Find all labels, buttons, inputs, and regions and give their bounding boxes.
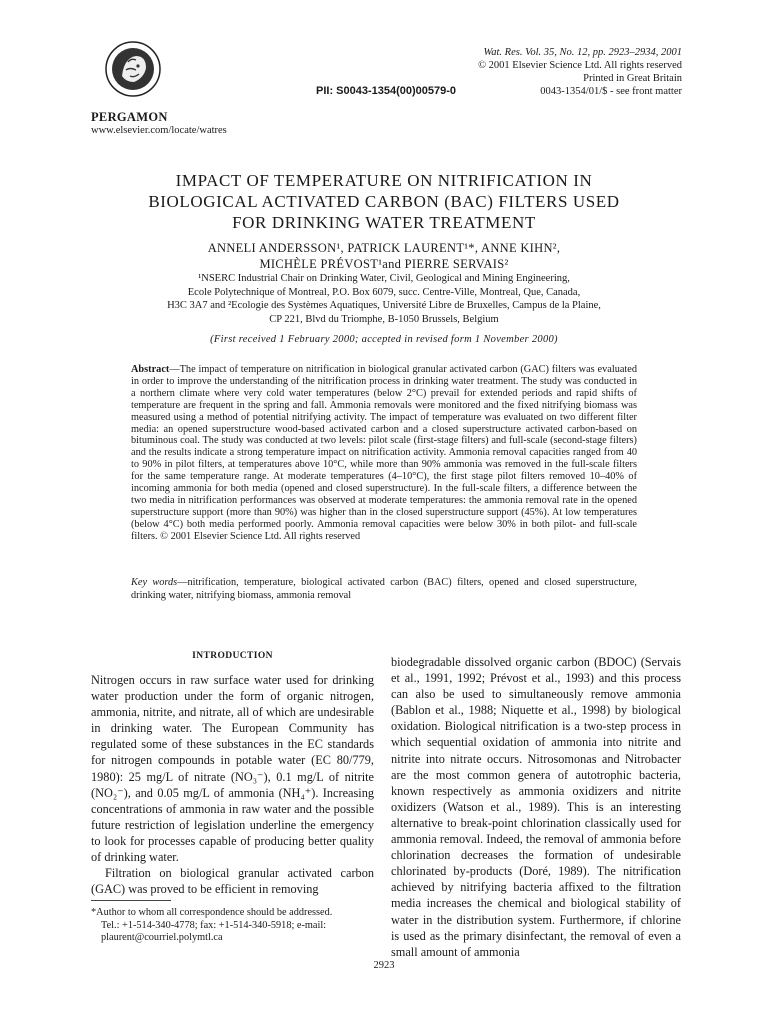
pii: PII: S0043-1354(00)00579-0 [316,85,457,97]
issn-line: 0043-1354/01/$ - see front matter [540,86,682,97]
keywords-text: —nitrification, temperature, biological activated carbon (BAC) filters, opened and closed superstructure, drinking water, nitrifying biomass, ammonia removal [131,577,637,601]
footnote-line: plaurent@courriel.polymtl.ca [101,932,223,944]
paper-title [80,170,688,233]
publisher-name: PERGAMON [91,110,168,124]
footnote-line: *Author to whom all correspondence should be addressed. [91,907,333,918]
abstract-label: Abstract [131,364,170,375]
journal-meta [422,46,682,98]
authors [80,240,688,272]
affiliation-line: Ecole Polytechnique of Montreal, P.O. Box 6079, succ. Centre-Ville, Montreal, Que, Canada, [187,286,581,298]
body-column-right [391,654,681,960]
affiliations [100,272,668,326]
paragraph: biodegradable dissolved organic carbon (BDOC) (Servais et al., 1991, 1992; Prévost et al., 1993) and this process can also be used to simultaneously remove ammonia (Bablon et al., 1988; Niquette et al., 1998) by biological oxidation. Biological nitrification is a two-step process in which sequential oxidation of ammonia into nitrite and nitrite into nitrate occurs. Nitrosomonas and Nitrobacter are the most common genera of autotrophic bacteria, known respectively as ammonia oxidizers and nitrite oxidizers (Watson et al., 1989). This is an interesting alternative to break-point chlorination classically used for ammonia removal. Indeed, the removal of ammonia before chlorination decreases the formation of undesirable chlorinated by-products (Doré, 1989). The nitrification achieved by nitrifying bacteria affixed to the filtration media increases the chemical and biological stability of water in the distribution system. Furthermore, if chlorine is used as the primary disinfectant, the removal of even a small amount of ammonia [391,655,681,959]
section-heading: INTRODUCTION [192,651,273,661]
publisher-logo [104,40,162,98]
footnote [91,907,376,945]
authors-line: ANNELI ANDERSSON¹, PATRICK LAURENT¹*, ANNE KIHN², [207,241,561,255]
journal-line: Wat. Res. Vol. 35, No. 12, pp. 2923–2934, 2001 [483,47,682,58]
page-number: 2923 [373,960,395,971]
publisher-website[interactable]: www.elsevier.com/locate/watres [91,125,227,136]
printed-line: Printed in Great Britain [583,73,682,84]
footnote-line: Tel.: +1-514-340-4778; fax: +1-514-340-5918; e-mail: [101,919,327,931]
title-line: BIOLOGICAL ACTIVATED CARBON (BAC) FILTERS USED [148,192,620,211]
title-line: IMPACT OF TEMPERATURE ON NITRIFICATION IN [175,171,593,190]
authors-line: MICHÈLE PRÉVOST¹and PIERRE SERVAIS² [259,257,509,271]
keywords [131,577,637,602]
affiliation-line: ¹NSERC Industrial Chair on Drinking Water, Civil, Geological and Mining Engineering, [198,273,570,284]
affiliation-line: CP 221, Blvd du Triomphe, B-1050 Brussels, Belgium [269,313,499,325]
paragraph: Nitrogen occurs in raw surface water used for drinking water production under the form of organic nitrogen, ammonia, nitrite, and nitrate, all of which are undesirable in drinking water. The European Community has regulated some of these substances in the EC standards for nitrogen compounds in potable water (EC 80/779, 1980): 25 mg/L of nitrate (NO₃⁻), 0.1 mg/L of nitrite (NO₂⁻), and 0.05 mg/L of ammonia (NH₄⁺). Increasing concentrations of ammonia in raw water and the possible future restriction of legislation underline the emergency to look for processes capable of producing better quality of drinking water. [91,673,374,865]
received-dates: (First received 1 February 2000; accepted in revised form 1 November 2000) [210,334,558,345]
copyright-line: © 2001 Elsevier Science Ltd. All rights reserved [478,60,682,71]
paragraph: Filtration on biological granular activated carbon (GAC) was proved to be efficient in removing [91,866,374,897]
footnote-divider [91,900,171,901]
abstract-text: —The impact of temperature on nitrification in biological granular activated carbon (GAC) filters was evaluated in order to improve the understanding of the nitrification process in drinking water treatment. The study was conducted in a northern climate where very cold water temperatures (below 2°C) prevail for extended periods and rapid shifts of temperature are frequent in the spring and fall. Ammonia removals were monitored and the fixed nitrifying biomass was measured using a method of potential nitrifying activity. The impact of temperature was evaluated on two different filter media: an opened superstructure wood-based activated carbon and a closed superstructure activated carbon-based on bituminous coal. The study was conducted at two levels: pilot scale (first-stage filters) and full-scale (second-stage filters) and the results indicate a strong temperature impact on nitrification activity. Ammonia removal capacities ranged from 40 to 90% in pilot filters, at temperatures above 10°C, while more than 90% ammonia was removed in the full-scale filters for the same temperature range. At moderate temperatures (4–10°C), the first stage pilot filters removed 10–40% of incoming ammonia for both media (opened and closed superstructure). In the full-scale filters, a difference between the two media in nitrification performances was observed at moderate temperatures: the ammonia removal rate in the opened superstructure support (more than 90%) was higher than in the closed superstructure support (45%). At low temperatures (below 4°C) both media performed poorly. Ammonia removal capacities were below 30% in both pilot- and full-scale filters. © 2001 Elsevier Science Ltd. All rights reserved [131,364,637,542]
keywords-label: Key words [131,577,178,588]
title-line: FOR DRINKING WATER TREATMENT [232,213,536,232]
affiliation-line: H3C 3A7 and ²Ecologie des Systèmes Aquatiques, Université Libre de Bruxelles, Campus de la Plaine, [167,300,601,311]
body-column-left [91,672,374,897]
abstract [131,364,637,543]
